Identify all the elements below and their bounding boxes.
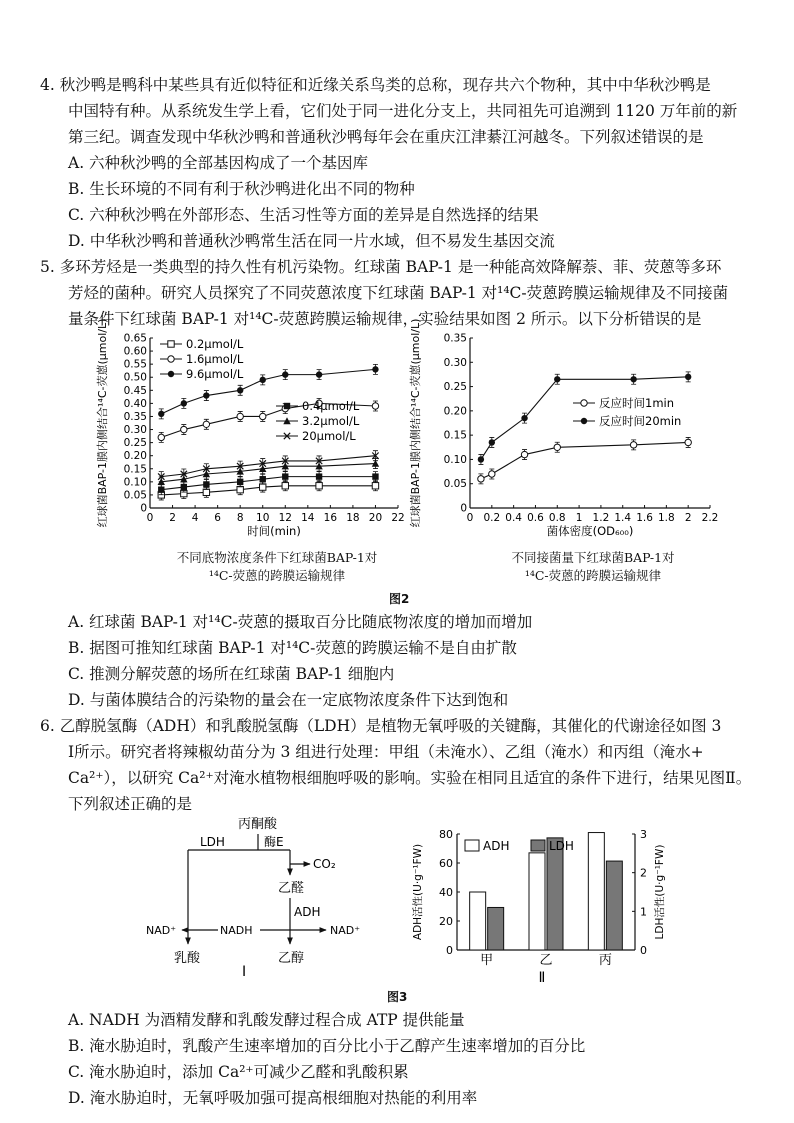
chart1-x-tick-label: 4 <box>191 512 199 524</box>
q6-option-d: D. 淹水胁迫时，无氧呼吸加强可提高根细胞对热能的利用率 <box>68 1089 478 1107</box>
chart2-x-tick-label: 2.2 <box>701 512 719 524</box>
chart2-series-line <box>481 442 688 478</box>
chart1-y-tick-label: 0.30 <box>123 424 147 437</box>
chart1-data-point <box>282 473 288 479</box>
chart1-y-tick-label: 0.50 <box>123 371 147 384</box>
chart3-category-label: 丙 <box>598 953 612 968</box>
q5-option-d: D. 与菌体膜结合的污染物的量会在一定底物浓度条件下达到饱和 <box>68 691 509 709</box>
chart1-series-line <box>161 456 375 477</box>
chart1-legend-label: 9.6μmol/L <box>186 367 244 381</box>
chart3-bar <box>588 833 604 950</box>
chart2-data-point <box>630 376 636 382</box>
chart2-legend-label: 反应时间20min <box>599 414 682 428</box>
q4-option-c: C. 六种秋沙鸭在外部形态、生活习性等方面的差异是自然选择的结果 <box>68 206 539 224</box>
ethanol-label: 乙醇 <box>278 951 305 966</box>
chart3-legend-label: LDH <box>549 839 574 853</box>
chart1-legend-marker <box>168 371 174 377</box>
q4-stem-2: 中国特有种。从系统发生学上看，它们处于同一进化分支上，共同祖先可追溯到 1120 万年前的新 <box>68 102 738 120</box>
chart2-data-point <box>685 439 691 445</box>
chart2-data-point <box>478 476 484 482</box>
ldh-label: LDH <box>200 835 225 849</box>
chart1-x-tick-label: 20 <box>368 512 383 524</box>
chart3-legend-swatch <box>531 840 545 851</box>
chart1-x-tick-label: 10 <box>256 512 270 524</box>
chart1-x-tick-label: 22 <box>391 512 405 524</box>
enzyme-e-label: 酶E <box>264 835 284 849</box>
chart2-data-point <box>521 451 527 457</box>
q4-stem-1: 4. 秋沙鸭是鸭科中某些具有近似特征和近缘关系鸟类的总称，现存共六个物种，其中中华秋沙鸭是 <box>40 76 711 94</box>
figure-3-label: 图3 <box>387 990 408 1004</box>
chart3-left-tick-label: 40 <box>439 886 453 899</box>
chart1-legend-label: 0.4μmol/L <box>302 399 360 413</box>
chart1-data-point <box>282 483 288 489</box>
chart1-data-point <box>237 479 243 485</box>
chart2-x-tick-label: 1.2 <box>592 512 610 524</box>
q5-stem-1: 5. 多环芳烃是一类典型的持久性有机污染物。红球菌 BAP-1 是一种能高效降解萘、菲、荧蒽等多环 <box>40 258 722 276</box>
q4-stem-3: 第三纪。调查发现中华秋沙鸭和普通秋沙鸭每年会在重庆江津綦江河越冬。下列叙述错误的是 <box>68 128 704 146</box>
chart2-y-tick-label: 0.25 <box>443 381 467 394</box>
chart2-data-point <box>685 374 691 380</box>
chart1-y-tick-label: 0 <box>140 502 147 515</box>
chart2-x-tick-label: 0 <box>466 512 474 524</box>
chart1-x-tick-label: 12 <box>278 512 292 524</box>
chart2-x-tick-label: 1 <box>575 512 583 524</box>
chart-enzyme-activity <box>405 826 680 986</box>
chart2-y-tick-label: 0.30 <box>443 356 467 369</box>
chart3-figure-label: Ⅱ <box>538 970 546 986</box>
chart1-data-point <box>203 489 209 495</box>
chart1-x-tick-label: 6 <box>214 512 221 524</box>
chart2-data-point <box>489 471 495 477</box>
chart3-right-axis-label: LDH活性(U·g⁻¹FW) <box>654 844 666 940</box>
chart2-x-axis-label: 菌体密度(OD₆₀₀) <box>546 524 634 538</box>
q6-stem-1: 6. 乙醇脱氢酶（ADH）和乳酸脱氢酶（LDH）是植物无氧呼吸的关键酶，其催化的代谢途径如图 3 <box>40 717 722 735</box>
chart2-data-point <box>489 439 495 445</box>
chart1-data-point <box>181 426 187 432</box>
q6-stem-4: 下列叙述正确的是 <box>68 795 193 813</box>
chart2-y-tick-label: 0 <box>460 502 467 515</box>
chart1-data-point <box>260 476 266 482</box>
chart1-data-point <box>260 377 266 383</box>
chart3-category-label: 甲 <box>480 953 494 968</box>
chart1-y-tick-label: 0.55 <box>123 358 147 371</box>
chart1-legend-label: 20μmol/L <box>302 429 356 443</box>
q6-stem-3: Ca²⁺），以研究 Ca²⁺对淹水植物根细胞呼吸的影响。实验在相同且适宜的条件下进行，结果见图Ⅱ。 <box>68 769 752 787</box>
q6-option-c: C. 淹水胁迫时，添加 Ca²⁺可减少乙醛和乳酸积累 <box>68 1063 409 1081</box>
q4-option-b: B. 生长环境的不同有利于秋沙鸭进化出不同的物种 <box>68 180 415 198</box>
chart2-data-point <box>478 456 484 462</box>
chart1-y-tick-label: 0.45 <box>123 384 147 397</box>
q6-stem-2: Ⅰ所示。研究者将辣椒幼苗分为 3 组进行处理：甲组（未淹水）、乙组（淹水）和丙组（淹水+ <box>68 743 704 761</box>
chart-substrate-concentration <box>92 318 412 542</box>
chart1-legend-label: 0.2μmol/L <box>186 337 244 351</box>
chart3-left-tick-label: 0 <box>446 944 453 957</box>
chart1-data-point <box>316 473 322 479</box>
chart1-caption-2: ¹⁴C-荧蒽的跨膜运输规律 <box>208 568 346 583</box>
chart3-right-tick-label: 3 <box>640 828 647 841</box>
chart1-data-point <box>158 486 164 492</box>
chart1-data-point <box>237 413 243 419</box>
chart3-bar <box>488 907 504 950</box>
chart3-category-label: 乙 <box>539 953 553 968</box>
chart-cell-density <box>405 318 735 542</box>
chart1-legend-marker <box>168 341 174 347</box>
chart3-bar <box>547 838 563 950</box>
chart1-y-tick-label: 0.15 <box>123 463 147 476</box>
chart3-bar <box>529 853 545 950</box>
chart2-y-tick-label: 0.10 <box>443 453 467 466</box>
chart1-x-axis-label: 时间(min) <box>247 524 301 538</box>
lactate-label: 乳酸 <box>174 951 201 966</box>
chart3-left-axis-label: ADH活性(U·g⁻¹FW) <box>412 843 424 941</box>
chart2-x-tick-label: 0.4 <box>505 512 522 524</box>
chart1-data-point <box>203 392 209 398</box>
chart1-legend-marker <box>284 403 290 409</box>
chart2-x-tick-label: 0.6 <box>527 512 544 524</box>
chart1-data-point <box>260 413 266 419</box>
nadh-label: NADH <box>220 924 253 937</box>
chart2-x-tick-label: 0.8 <box>548 512 566 524</box>
chart1-y-tick-label: 0.10 <box>123 476 147 489</box>
chart2-x-tick-label: 0.2 <box>483 512 501 524</box>
chart1-data-point <box>372 483 378 489</box>
chart1-legend-label: 1.6μmol/L <box>186 352 244 366</box>
chart3-legend-swatch <box>465 840 479 851</box>
chart1-caption-1: 不同底物浓度条件下红球菌BAP-1对 <box>176 550 378 565</box>
chart3-right-tick-label: 1 <box>640 905 647 919</box>
chart1-data-point <box>260 484 266 490</box>
q5-option-c: C. 推测分解荧蒽的场所在红球菌 BAP-1 细胞内 <box>68 665 395 683</box>
q4-option-a: A. 六种秋沙鸭的全部基因构成了一个基因库 <box>68 154 369 172</box>
chart2-caption-2: ¹⁴C-荧蒽的跨膜运输规律 <box>524 568 662 583</box>
chart1-data-point <box>316 483 322 489</box>
chart2-legend-marker <box>581 418 587 424</box>
chart1-data-point <box>181 400 187 406</box>
chart1-data-point <box>181 484 187 490</box>
chart1-x-tick-label: 2 <box>169 512 176 524</box>
chart1-data-point <box>203 421 209 427</box>
chart1-x-tick-label: 18 <box>346 512 360 524</box>
chart2-caption-1: 不同接菌量下红球菌BAP-1对 <box>511 550 675 565</box>
chart1-data-point <box>372 403 378 409</box>
chart3-left-tick-label: 80 <box>439 828 453 841</box>
chart2-x-tick-label: 1.8 <box>658 512 675 524</box>
figure-2-label: 图2 <box>389 592 410 606</box>
pyruvate-label: 丙酮酸 <box>238 817 278 832</box>
chart2-data-point <box>630 442 636 448</box>
chart3-legend-label: ADH <box>483 839 510 853</box>
chart1-series-line <box>161 477 375 490</box>
chart1-y-tick-label: 0.25 <box>123 437 147 450</box>
chart1-data-point <box>203 481 209 487</box>
chart1-data-point <box>316 371 322 377</box>
chart1-x-tick-label: 14 <box>301 512 315 524</box>
nad-left-label: NAD⁺ <box>146 924 177 937</box>
q6-option-b: B. 淹水胁迫时，乳酸产生速率增加的百分比小于乙醇产生速率增加的百分比 <box>68 1037 586 1055</box>
q5-option-a: A. 红球菌 BAP-1 对¹⁴C-荧蒽的摄取百分比随底物浓度的增加而增加 <box>68 613 533 631</box>
chart2-y-tick-label: 0.15 <box>443 429 467 442</box>
chart3-left-tick-label: 20 <box>439 915 453 928</box>
chart1-x-tick-label: 8 <box>236 512 244 524</box>
chart2-y-tick-label: 0.05 <box>443 478 467 491</box>
chart2-legend-label: 反应时间1min <box>599 396 675 410</box>
chart1-y-axis-label: 红球菌BAP-1膜内侧结合¹⁴C-荧蒽(μmol/L) <box>96 318 109 528</box>
nad-right-label: NAD⁺ <box>330 924 361 937</box>
chart3-right-tick-label: 0 <box>640 944 647 957</box>
q4-option-d: D. 中华秋沙鸭和普通秋沙鸭常生活在同一片水域，但不易发生基因交流 <box>68 232 555 250</box>
chart1-data-point <box>237 486 243 492</box>
chart2-x-tick-label: 1.4 <box>614 512 632 524</box>
chart2-y-axis-label: 红球菌BAP-1膜内侧结合¹⁴C-荧蒽(μmol/L) <box>409 318 422 528</box>
chart1-data-point <box>282 371 288 377</box>
chart2-x-tick-label: 2 <box>684 512 692 524</box>
chart3-left-tick-label: 60 <box>439 857 453 870</box>
q5-option-b: B. 据图可推知红球菌 BAP-1 对¹⁴C-荧蒽的跨膜运输不是自由扩散 <box>68 639 517 657</box>
chart2-y-tick-label: 0.20 <box>443 405 467 418</box>
adh-label: ADH <box>294 905 321 919</box>
acetaldehyde-label: 乙醛 <box>278 881 305 896</box>
pathway-diagram <box>146 812 400 980</box>
chart2-y-tick-label: 0.35 <box>443 332 467 345</box>
chart1-y-tick-label: 0.40 <box>123 397 147 410</box>
co2-label: CO₂ <box>313 857 336 871</box>
chart1-legend-label: 3.2μmol/L <box>302 414 360 428</box>
chart1-y-tick-label: 0.05 <box>123 489 147 502</box>
chart3-bar <box>606 861 622 950</box>
chart1-x-tick-label: 16 <box>323 512 338 524</box>
chart1-data-point <box>158 411 164 417</box>
q5-stem-2: 芳烃的菌种。研究人员探究了不同荧蒽浓度下红球菌 BAP-1 对¹⁴C-荧蒽跨膜运输规律及不同接菌 <box>68 284 729 302</box>
q6-option-a: A. NADH 为酒精发酵和乳酸发酵过程合成 ATP 提供能量 <box>68 1011 465 1029</box>
chart1-data-point <box>158 434 164 440</box>
chart1-x-tick-label: 0 <box>146 512 154 524</box>
chart1-series-line <box>161 486 375 495</box>
chart2-data-point <box>521 415 527 421</box>
chart1-y-tick-label: 0.65 <box>123 332 147 345</box>
q5-stem-3: 量条件下红球菌 BAP-1 对¹⁴C-荧蒽跨膜运输规律，实验结果如图 2 所示。以下分析错误的是 <box>68 310 702 328</box>
chart1-legend-marker <box>168 356 174 362</box>
chart2-legend-marker <box>581 400 587 406</box>
chart1-y-tick-label: 0.20 <box>123 450 147 463</box>
chart2-x-tick-label: 1.6 <box>636 512 653 524</box>
pathway-figure-label: Ⅰ <box>242 964 247 980</box>
chart1-data-point <box>372 366 378 372</box>
chart1-data-point <box>372 473 378 479</box>
chart1-data-point <box>237 387 243 393</box>
chart3-right-tick-label: 2 <box>640 866 647 880</box>
chart1-y-tick-label: 0.60 <box>123 345 147 358</box>
chart1-y-tick-label: 0.35 <box>123 410 147 423</box>
chart2-data-point <box>554 444 560 450</box>
chart3-bar <box>470 892 486 950</box>
chart2-data-point <box>554 376 560 382</box>
